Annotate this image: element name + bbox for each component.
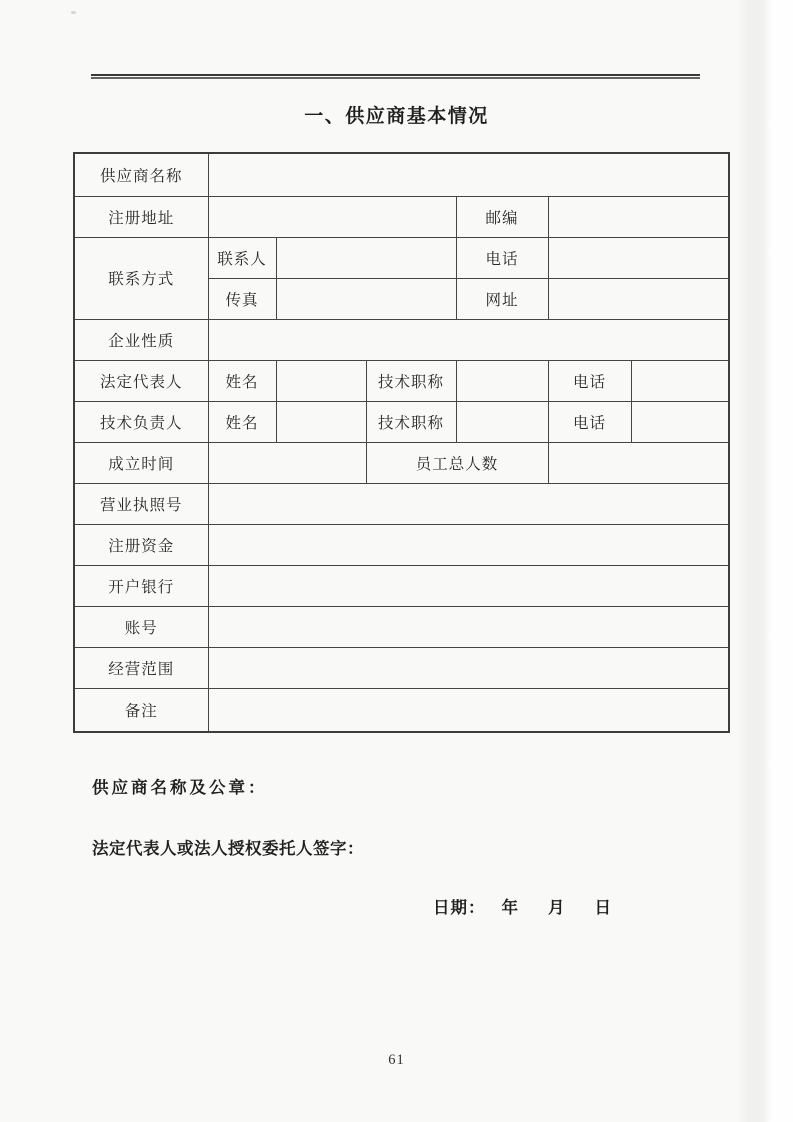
field-label-technical-manager: 技术负责人 (74, 401, 208, 442)
field-value-tech-mgr-name (276, 401, 366, 442)
field-value-business-scope (208, 647, 729, 688)
date-year-label: 年 (501, 898, 519, 917)
field-value-total-employees (548, 442, 729, 483)
table-row (74, 442, 729, 483)
field-label-fax: 传真 (208, 278, 276, 319)
table-row (74, 565, 729, 606)
table-row (74, 483, 729, 524)
table-row (74, 237, 729, 278)
table-row (74, 524, 729, 565)
table-row (74, 688, 729, 732)
field-value-establishment-date (208, 442, 366, 483)
field-label-business-scope: 经营范围 (74, 647, 208, 688)
field-label-registered-address: 注册地址 (74, 196, 208, 237)
page-title: 一、供应商基本情况 (304, 106, 489, 127)
field-value-business-license-no (208, 483, 729, 524)
header-double-rule (91, 74, 700, 79)
field-value-contact-phone (548, 237, 729, 278)
field-label-contact-method: 联系方式 (74, 237, 208, 319)
field-label-tech-mgr-title: 技术职称 (366, 401, 456, 442)
field-label-bank: 开户银行 (74, 565, 208, 606)
table-row (74, 196, 729, 237)
supplier-seal-line: 供应商名称及公章： (92, 778, 268, 797)
field-value-bank (208, 565, 729, 606)
date-line (433, 894, 612, 918)
field-label-establishment-date: 成立时间 (74, 442, 208, 483)
field-label-legal-rep-title: 技术职称 (366, 360, 456, 401)
field-label-postal-code: 邮编 (456, 196, 548, 237)
field-label-legal-rep-phone: 电话 (548, 360, 631, 401)
field-value-tech-mgr-title (456, 401, 548, 442)
field-label-business-license-no: 营业执照号 (74, 483, 208, 524)
field-value-legal-rep-phone (631, 360, 729, 401)
table-row (74, 153, 729, 196)
field-label-contact-phone: 电话 (456, 237, 548, 278)
field-label-total-employees: 员工总人数 (366, 442, 548, 483)
field-value-registered-address (208, 196, 456, 237)
field-label-account-number: 账号 (74, 606, 208, 647)
field-label-legal-representative: 法定代表人 (74, 360, 208, 401)
page-number: 61 (388, 1052, 405, 1068)
table-row (74, 319, 729, 360)
date-day-label: 日 (594, 898, 612, 917)
field-value-account-number (208, 606, 729, 647)
field-value-fax (276, 278, 456, 319)
field-value-registered-capital (208, 524, 729, 565)
table-row (74, 606, 729, 647)
field-value-legal-rep-title (456, 360, 548, 401)
field-value-enterprise-nature (208, 319, 729, 360)
table-row (74, 360, 729, 401)
field-value-postal-code (548, 196, 729, 237)
date-month-label: 月 (548, 898, 566, 917)
scan-artifact (71, 11, 76, 14)
table-row (74, 401, 729, 442)
field-label-website: 网址 (456, 278, 548, 319)
field-label-enterprise-nature: 企业性质 (74, 319, 208, 360)
field-value-tech-mgr-phone (631, 401, 729, 442)
supplier-info-table (73, 152, 730, 733)
field-value-legal-rep-name (276, 360, 366, 401)
field-label-legal-rep-name: 姓名 (208, 360, 276, 401)
field-label-registered-capital: 注册资金 (74, 524, 208, 565)
field-value-contact-person (276, 237, 456, 278)
date-label: 日期： (433, 898, 486, 917)
field-label-contact-person: 联系人 (208, 237, 276, 278)
field-label-remarks: 备注 (74, 688, 208, 732)
field-label-supplier-name: 供应商名称 (74, 153, 208, 196)
field-label-tech-mgr-name: 姓名 (208, 401, 276, 442)
field-value-remarks (208, 688, 729, 732)
table-row (74, 647, 729, 688)
legal-rep-signature-line: 法定代表人或法人授权委托人签字： (92, 839, 364, 858)
field-label-tech-mgr-phone: 电话 (548, 401, 631, 442)
field-value-supplier-name (208, 153, 729, 196)
field-value-website (548, 278, 729, 319)
